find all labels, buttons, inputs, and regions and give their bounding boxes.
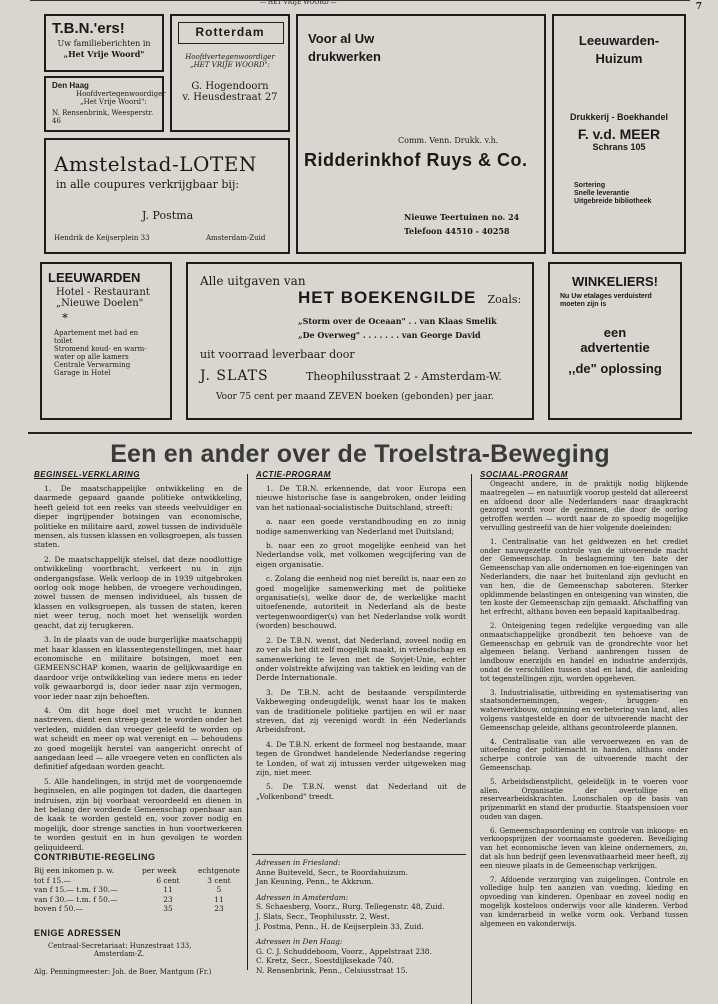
ad-drukwerken-address: Nieuwe Teertuinen no. 24 [404,212,520,222]
article-headline: Een en ander over de Troelstra-Beweging [110,440,610,468]
ad-rotterdam-line2: „HET VRIJE WOORD": [189,61,271,69]
ad-denhaag-title: Den Haag [52,81,89,90]
ad-leeuwarden-f1: Apartement met bad en [54,329,139,337]
ad-drukwerken [296,14,546,254]
address-rule [252,854,466,855]
ad-denhaag-line2: „Het Vrije Woord": [80,98,147,106]
ad-winkeliers [548,262,682,420]
address-line: G. C. J. Schuddeboom, Voorz., Appelstraat 238. [256,946,432,956]
ad-denhaag [44,76,164,132]
table-row [34,885,244,895]
column-rule-2 [471,474,472,1004]
ad-loten-title: Amstelstad-LOTEN [54,152,257,176]
contrib-cell: 23 [214,904,224,913]
contrib-cell: 3 cent [207,875,231,885]
paragraph: 5. Arbeidsdienstplicht, geleidelijk in te voeren voor allen. Organisatie der overtollige en reservearbeidskrachten. Loonschalen op de basis van prijzenmarkt en stand der productie. Staatspensioen voor ouden van dagen. [480,777,688,821]
ad-denhaag-line1: Hoofdvertegenwoordiger [76,90,166,98]
ad-leeuwarden-line2: „Nieuwe Doelen" [56,298,144,309]
ad-leeuwarden-star: * [62,311,68,325]
ad-tbn [44,14,164,72]
contrib-cell: 23 [163,894,173,904]
contrib-cell: 6 cent [156,875,180,885]
denhaag-head: Adressen in Den Haag: [256,937,343,947]
col2-head: ACTIE-PROGRAM [256,470,331,479]
ad-boekengilde-price: Voor 75 cent per maand ZEVEN boeken (gebonden) per jaar. [216,392,494,402]
ad-loten [44,138,290,254]
paragraph: 2. Onteigening tegen redelijke vergoeding van alle onmaatschappelijke grondbezit ten behoeve van de Gemeenschap en gebruik van de grondrechte voor het algemeen belang. Verband aanbrengen tussen de landbouw enerzijds en handel en industrie anderzijds, ondat de verschillen tussen stad en land, die aanleiding tot tegenstellingen zijn, worden opgeheven. [480,621,688,683]
ad-drukwerken-line2: drukwerken [308,49,381,64]
address-line: S. Schaesberg, Voorz., Burg. Tellegenstr. 48, Zuid. [256,902,445,912]
ad-drukwerken-line1: Voor al Uw [308,31,375,46]
ad-boekengilde-book2: „De Overweg" . . . . . . . van George David [298,330,481,340]
ad-loten-address: Hendrik de Keijserplein 33 [54,234,150,242]
ad-leeuwarden-title: LEEUWARDEN [48,270,141,285]
address-line: N. Rensenbrink, Penn., Celsiusstraat 15. [256,965,408,975]
address-line: Jan Keuning, Penn., te Akkrum. [256,877,374,887]
ad-boekengilde-address: Theophilusstraat 2 - Amsterdam-W. [306,370,502,383]
ad-huizum-s2: Snelle leverantie [574,190,630,197]
ad-loten-city: Amsterdam-Zuid [206,234,266,242]
contributie-table [34,866,244,914]
ad-rotterdam-name: G. Hogendoorn [191,81,269,92]
paragraph: 4. Centralisatie van alle vervoerwezen en van de uitoefening der politiemacht in handen, althans onder scherpe controle van de uitvoerende macht der Gemeenschap. [480,737,688,772]
paragraph: 6. Gemeenschapsordening en controle van inkoops- en verkoopsprijzen der voornaamste goederen. Beveiliging van het economische leven van kleine ondernemers, zo, dat als hun bedrijf geen levensvatbaarheid meer heeft, zij een nieuwe plaats in de Gemeenschap verkrijgen. [480,826,688,870]
paragraph: 3. In de plaats van de oude burgerlijke maatschappij met haar klassen en klassentegenstellingen, met haar economische en militaire botsingen, moet een GEMEENSCHAP komen, waarin de gelijkwaardige en daardoor vrije ontwikkeling van iedere mens en ieder volk gewaarborgd is, door ieder naar zijn vermogen, voor ieder naar zijn behoeften. [34,635,242,701]
address-line: J. Postma, Penn., H. de Keijserplein 33, Zuid. [256,921,424,931]
ad-drukwerken-phone: Telefoon 44510 - 40258 [404,226,510,236]
contrib-col-header: echtgenote [198,866,240,875]
ad-huizum-line1: Drukkerij - Boekhandel [569,112,669,122]
col3-text [480,480,688,933]
col1-text [34,484,242,857]
ad-rotterdam-title: Rotterdam [195,25,265,39]
paragraph: 1. De maatschappelijke ontwikkeling en de daarmede gepaard gaande politieke ontwikkeling, heeft geleid tot een reeks van steeds veelvuldiger en dieper ingrijpender botsingen van economische, politieke en militaire aard, zowel tussen de individuële mensen, als tussen klassen en volksgroepen, als tussen staten. [34,484,242,550]
amsterdam-head: Adressen in Amsterdam: [256,892,349,902]
table-row [34,895,244,905]
contrib-cell: tot f 15.— [34,875,71,885]
address-line: J. Slats, Secr., Teophilusstr. 2, West. [256,911,390,921]
ad-rotterdam [170,14,290,132]
address-line: Anne Buiteveld, Secr., te Roordahuizum. [256,867,408,877]
ad-boekengilde-line1: Alle uitgaven van [200,274,306,288]
table-row [34,876,244,886]
ad-winkeliers-big1: een [603,325,627,340]
ad-huizum-title1: Leeuwarden- [578,33,660,48]
contrib-cell: van f 30.— t.m. f 50.— [34,894,118,904]
paragraph: 5. Alle handelingen, in strijd met de voorgenoemde beginselen, en alle pogingen tot daden, die daartegen indruisen, zijn bij voorbaat veroordeeld en dienen in het belang der wordende Gemeenschap openbaar aan de kaak te worden gesteld en, voor zover nodig en mogelijk, door strenge sancties in hun voortwerkeren te worden gestuit en in hun gevolgen te worden geliquideerd. [34,776,242,852]
ad-boekengilde-zoals: Zoals: [487,293,522,306]
col3-head: SOCIAAL-PROGRAM [480,470,568,479]
col2-text [256,484,466,806]
ad-tbn-title: T.B.N.'ers! [52,20,125,37]
ad-loten-line1: in alle coupures verkrijgbaar bij: [56,178,240,191]
paragraph: 2. De T.B.N. wenst, dat Nederland, zoveel nodig en zo ver als het dit zelf mogelijk maakt, in vriendschap en samenwerking te leven met de Sovjet-Unie, echter onder volstrekte afwijzing van taktiek en leiding van de Derde Internationale. [256,635,466,683]
ad-leeuwarden-f6: Garage in Hotel [54,369,111,377]
ad-leeuwarden-f2: toilet [54,337,73,345]
ad-huizum-s1: Sortering [574,182,606,189]
ad-boekengilde-line2: uit voorraad leverbaar door [200,348,355,361]
column-rule-1 [247,474,248,970]
page-number: 7 [695,2,702,12]
adressen-head: ENIGE ADRESSEN [34,927,122,938]
paragraph: 3. Industrialisatie, uitbreiding en systematisering van staatsondernemingen, wegen-, bruggen- en waterwerkbouw, ontginning en verbetering van land, alles volgens vastgestelde en door de uitvoerende macht der Gemeenschap geleide, althans gecontroleerde plannen. [480,688,688,732]
col1-head: BEGINSEL-VERKLARING [34,470,140,479]
contrib-cell: 35 [163,904,173,913]
ad-winkeliers-big3: ,,de" oplossing [568,361,662,376]
address-line: C. Kretz, Secr., Soestdijksekade 740. [256,956,394,966]
paragraph: 3. De T.B.N. acht de bestaande verspilinterde Vakbeweging ondeugdelijk, wenst haar los te maken van de traditionele politieke partijen en wil er naar streven, dat zij verenigd wordt in één Nederlands Arbeidsfront. [256,687,466,735]
friesland-head: Adressen in Friesland: [256,858,341,867]
paragraph: c. Zolang die eenheid nog niet bereikt is, naar een zo goed mogelijke samenwerking met de politieke organisatie(s), welke door de, de werkelijke macht uitoefenende, autoriteit in Nederland als de beste vertegenwoordiger(s) van het Nederlandse volk wordt (worden) beschouwd. [256,574,466,631]
table-row [34,904,244,914]
contrib-cell: 11 [163,885,173,894]
ad-huizum-title2: Huizum [595,51,643,66]
paragraph: 5. De T.B.N. wenst dat Nederland uit de „Volkenbond" treedt. [256,782,466,801]
ad-tbn-line2: „Het Vrije Woord" [63,49,145,59]
contributie-block [34,852,244,976]
paragraph: 2. De maatschappelijk stelsel, dat deze noodlottige ontwikkeling voortbracht, verkeert nu in zijn ondergangsfase. Welk verloop de in 1939 uitgebroken oorlog ook moge hebben, de vroegere verhoudingen, zowel tussen de mensen individueel, als tussen de klassen en volksgroepen, als tussen de staten, keren niet weer terug, noch moet het wenselijk worden geacht, dat zij terugkeren. [34,554,242,630]
adres-line: Amsterdam-Z. [94,949,145,958]
ad-winkeliers-big2: advertentie [580,340,650,355]
ad-winkeliers-line1: Nu Uw etalages verduisterd [560,293,652,300]
contributie-head: CONTRIBUTIE-REGELING [34,852,156,862]
ad-leeuwarden-f5: Centrale Verwarming [54,361,131,369]
top-strip: — HET VRIJE WOORD — [30,0,690,7]
adres-line: Alg. Penningmeester: Joh. de Boer, Mantgum (Fr.) [34,967,212,976]
paragraph: 1. Centralisatie van het geldwezen en het crediet onder nauwgezette controle van de uitvoerende macht der Gemeenschap. In beslagneming ten bate der Gemeenschap van alle ondernomen en toe-eigeningen van Nederlanders, die naar het buitenland zijn gevlucht en van hen, die de Gemeenschap saboteren. Sterker opklimmende belastingen en onteigening van winsten, die ten koste der Gemeenschap zijn gemaakt. Afschaffing van het erfrecht, althans boven een bepaald kapitaalbedrag. [480,537,688,617]
paragraph: a. naar een goede verstandhouding en zo innig nodige samenwerking van Nederland met Duitsland; [256,517,466,536]
ad-boekengilde-title: HET BOEKENGILDE [298,288,477,307]
contrib-cell: 11 [214,894,224,904]
ad-huizum-name: F. v.d. MEER [577,126,661,142]
ad-winkeliers-title: WINKELIERS! [572,274,658,289]
ad-rotterdam-line1: Hoofdvertegenwoordiger [185,53,275,61]
ad-boekengilde-seller: J. SLATS [200,368,269,384]
adres-line: Centraal-Secretariaat: Hunzestraat 133, [48,941,192,950]
ad-leeuwarden [40,262,172,420]
paragraph: Ongeacht andere, in de praktijk nodig blijkende maatregelen — en natuurlijk voorop gesteld dat allereerst en afdoend door alle Nederlanders naar draagkracht gezorgd wordt voor de gezinnen, die door de oorlog getroffen werden — wordt naar de zo spoedig mogelijke vervulling gestreefd van de hier volgende doeleinden: [480,480,688,532]
ad-winkeliers-line2: moeten zijn is [560,301,607,308]
contrib-cell: van f 15.— t.m. f 30.— [34,885,118,894]
contrib-cell: 5 [216,885,222,894]
paragraph: b. naar een zo groot mogelijke eenheid van het Nederlandse volk, met volkomen wegcijfering van de eigen organisatie. [256,541,466,569]
ad-rotterdam-address: v. Heusdestraat 27 [182,92,278,103]
paragraph: 1. De T.B.N. erkennende, dat voor Europa een nieuwe historische fase is aangebroken, onder leiding van het nationaal-socialistische Duitschland, streeft: [256,484,466,512]
ad-tbn-line1: Uw familieberichten in [57,39,151,48]
separator-rule [28,432,692,434]
paragraph: 4. De T.B.N. erkent de formeel nog bestaande, maar tegen de Grondwet handelende Nederlandse regering te Londen, of wat zij intussen verder uitgeweken mag zijn, niet meer. [256,739,466,777]
ad-denhaag-line3: N. Rensenbrink, Weesperstr. 46 [52,109,154,125]
ad-drukwerken-company: Ridderinkhof Ruys & Co. [304,150,528,170]
rotterdam-frame [178,22,284,44]
contrib-col-header: per week [142,866,177,875]
paragraph: 7. Afdoende verzorging van zuigelingen. Controle en volledige hulp ten aanzien van voeding, kleding en opvoeding van kinderen. Openbaar en zoveel nodig en mogelijk kosteloos onderwijs voor alle kinderen. Verbod van kinderarbeid in welke vorm ook. Verband tussen algemeen en vakonderwijs. [480,875,688,928]
ad-huizum-s3: Uitgebreide bibliotheek [574,198,652,205]
contrib-cell: boven f 50.— [34,904,84,913]
ad-huizum-address: Schrans 105 [592,142,646,152]
ad-boekengilde-book1: „Storm over de Oceaan" . . van Klaas Smelik [298,316,497,326]
ad-leeuwarden-f3: Stromend koud- en warm- [54,345,147,353]
paragraph: 4. Om dit hoge doel met vrucht te kunnen nastreven, dient een streep gezet te worden onder het verleden, midden dan vroeger geleefd te worden op wat scheidt en meer op wat verenigt en — behoudens zo goed mogelijk herstel van aangericht onrecht of aangedaan leed — alle vroegere veten en conflicten als definitief afgedaan worden geacht. [34,705,242,772]
ad-leeuwarden-line1: Hotel - Restaurant [56,287,150,298]
ad-loten-name: J. Postma [142,209,194,222]
ad-huizum [552,14,686,254]
address-block [256,858,468,976]
ad-boekengilde [186,262,534,420]
contrib-col-header: Bij een inkomen p. w. [34,866,115,875]
ad-drukwerken-prefix: Comm. Venn. Drukk. v.h. [398,136,499,145]
ad-leeuwarden-f4: water op alle kamers [54,353,129,361]
